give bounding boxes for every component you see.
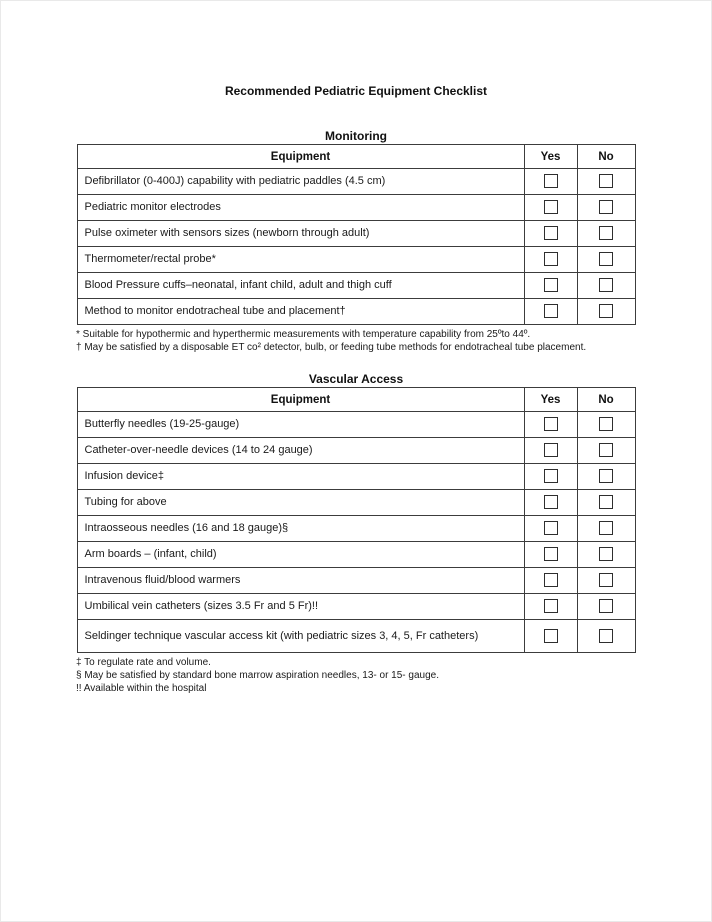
yes-checkbox[interactable] (544, 226, 558, 240)
no-checkbox[interactable] (599, 469, 613, 483)
table-row (77, 490, 635, 516)
equipment-label: Pediatric monitor electrodes (77, 195, 524, 221)
equipment-label: Arm boards – (infant, child) (77, 542, 524, 568)
no-checkbox[interactable] (599, 252, 613, 266)
yes-checkbox[interactable] (544, 252, 558, 266)
yes-checkbox[interactable] (544, 443, 558, 457)
yes-checkbox[interactable] (544, 629, 558, 643)
table-row (77, 438, 635, 464)
yes-checkbox[interactable] (544, 174, 558, 188)
table-row (77, 594, 635, 620)
no-checkbox[interactable] (599, 495, 613, 509)
yes-checkbox[interactable] (544, 278, 558, 292)
yes-checkbox[interactable] (544, 573, 558, 587)
table-row (77, 299, 635, 325)
equipment-label: Intraosseous needles (16 and 18 gauge)§ (77, 516, 524, 542)
equipment-label: Umbilical vein catheters (sizes 3.5 Fr and 5 Fr)!! (77, 594, 524, 620)
vascular-access-footnotes (76, 656, 636, 695)
table-row (77, 221, 635, 247)
table-row (77, 169, 635, 195)
footnote: § May be satisfied by standard bone marrow aspiration needles, 13- or 15- gauge. (76, 670, 439, 681)
no-checkbox[interactable] (599, 278, 613, 292)
equipment-label: Catheter-over-needle devices (14 to 24 gauge) (77, 438, 524, 464)
table-row (77, 620, 635, 653)
table-row (77, 516, 635, 542)
table-row (77, 273, 635, 299)
no-column-header: No (577, 388, 635, 412)
equipment-column-header: Equipment (77, 145, 524, 169)
no-checkbox[interactable] (599, 417, 613, 431)
monitoring-table (77, 144, 636, 325)
yes-checkbox[interactable] (544, 547, 558, 561)
monitoring-footnotes (76, 328, 636, 354)
equipment-label: Tubing for above (77, 490, 524, 516)
no-checkbox[interactable] (599, 521, 613, 535)
yes-column-header: Yes (524, 145, 577, 169)
equipment-label: Pulse oximeter with sensors sizes (newborn through adult) (77, 221, 524, 247)
yes-checkbox[interactable] (544, 495, 558, 509)
table-row (77, 568, 635, 594)
equipment-label: Blood Pressure cuffs–neonatal, infant child, adult and thigh cuff (77, 273, 524, 299)
no-checkbox[interactable] (599, 443, 613, 457)
no-checkbox[interactable] (599, 547, 613, 561)
no-checkbox[interactable] (599, 599, 613, 613)
yes-checkbox[interactable] (544, 599, 558, 613)
no-checkbox[interactable] (599, 226, 613, 240)
vascular-access-table (77, 387, 636, 653)
footnote: * Suitable for hypothermic and hyperthermic measurements with temperature capability from 25ºto 44º. (76, 329, 531, 340)
no-checkbox[interactable] (599, 174, 613, 188)
equipment-label: Seldinger technique vascular access kit (with pediatric sizes 3, 4, 5, Fr catheters) (77, 620, 524, 653)
table-row (77, 412, 635, 438)
table-row (77, 542, 635, 568)
footnote: !! Available within the hospital (76, 683, 207, 694)
equipment-label: Defibrillator (0-400J) capability with pediatric paddles (4.5 cm) (77, 169, 524, 195)
yes-checkbox[interactable] (544, 469, 558, 483)
yes-checkbox[interactable] (544, 200, 558, 214)
no-checkbox[interactable] (599, 200, 613, 214)
yes-checkbox[interactable] (544, 304, 558, 318)
no-checkbox[interactable] (599, 629, 613, 643)
equipment-label: Infusion device‡ (77, 464, 524, 490)
no-checkbox[interactable] (599, 573, 613, 587)
table-row (77, 464, 635, 490)
page-title: Recommended Pediatric Equipment Checklist (224, 84, 488, 98)
footnote: † May be satisfied by a disposable ET co² detector, bulb, or feeding tube methods for endotracheal tube placement. (76, 342, 587, 353)
footnote: ‡ To regulate rate and volume. (76, 657, 211, 668)
yes-checkbox[interactable] (544, 521, 558, 535)
yes-column-header: Yes (524, 388, 577, 412)
equipment-column-header: Equipment (77, 388, 524, 412)
yes-checkbox[interactable] (544, 417, 558, 431)
equipment-label: Intravenous fluid/blood warmers (77, 568, 524, 594)
equipment-label: Butterfly needles (19-25-gauge) (77, 412, 524, 438)
table-header-row (77, 388, 635, 412)
table-row (77, 247, 635, 273)
section-heading-vascular-access: Vascular Access (308, 372, 404, 386)
no-column-header: No (577, 145, 635, 169)
vascular-access-section (0, 372, 712, 695)
no-checkbox[interactable] (599, 304, 613, 318)
monitoring-section (0, 129, 712, 354)
table-header-row (77, 145, 635, 169)
equipment-label: Method to monitor endotracheal tube and placement† (77, 299, 524, 325)
table-row (77, 195, 635, 221)
section-heading-monitoring: Monitoring (325, 129, 387, 143)
equipment-label: Thermometer/rectal probe* (77, 247, 524, 273)
